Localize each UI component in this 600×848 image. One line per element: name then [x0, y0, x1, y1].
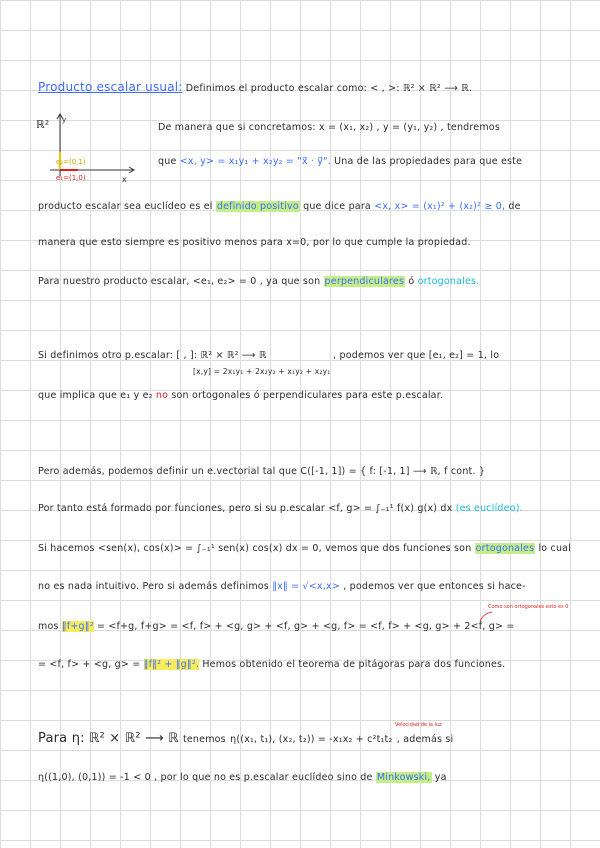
title-definition: Definimos el producto escalar como: < , >: ℝ² × ℝ² ⟶ ℝ. [185, 83, 473, 94]
p1-line2 [158, 156, 522, 167]
p4-l1-tenemos: tenemos [182, 734, 226, 745]
es-euclideo-text: (es euclídeo). [455, 503, 523, 514]
norm-sum-highlight: ‖f+g‖² [61, 621, 94, 632]
p3-l4-text-end: , podemos ver que entonces si hace- [343, 581, 526, 592]
p2-line2 [38, 390, 443, 401]
p4-l2-text: η((1,0), (0,1)) = -1 < 0 , por lo que no es p.escalar euclídeo sino de [38, 772, 373, 783]
dot-product-formula: <x, y> = x₁y₁ + x₂y₂ = "x⃗ · y⃗". [179, 156, 331, 167]
p1-l2-text: que [158, 156, 177, 167]
p4-line2 [38, 772, 447, 783]
p4-l1-text-end: , además si [396, 734, 454, 745]
norm-definition: ‖x‖ = √<x,x> [272, 581, 340, 592]
p2-l2-text: que implica que e₁ y e₂ [38, 390, 153, 401]
p2-l1-text-end: , podemos ver que [e₁, e₂] = 1, lo [333, 350, 500, 361]
p3-l6-text: = <f, f> + <g, g> = [38, 659, 141, 670]
p3-line1: Pero además, podemos definir un e.vectorial tal que C([-1, 1]) = { f: [-1, 1] ⟶ ℝ, f cont. } [38, 466, 486, 477]
p3-l3-text-end: lo cual [538, 543, 572, 554]
graph-x-axis-label: x [122, 175, 127, 184]
p1-line3 [38, 201, 521, 212]
p1-l2-text-end: Una de las propiedades para que este [334, 156, 523, 167]
pythagoras-highlight: ‖f‖² + ‖g‖². [143, 659, 200, 670]
p3-l2-text: Por tanto está formado por funciones, pero si su p.escalar <f, g> = ∫₋₁¹ f(x) g(x) dx [38, 503, 453, 514]
p1-line4: manera que esto siempre es positivo menos para x=0, por lo que cumple la propiedad. [38, 237, 471, 248]
p4-l2-text-end: ya [434, 772, 447, 783]
p2-l1-text: Si definimos otro p.escalar: [ , ]: ℝ² × ℝ² ⟶ ℝ [38, 350, 267, 361]
p3-l5-text: mos [38, 621, 59, 632]
ortogonales-highlight: ortogonales [475, 543, 535, 554]
minkowski-highlight: Minkowski, [376, 772, 431, 783]
section-title: Producto escalar usual: [38, 80, 183, 94]
p1-l3-text-end: de [508, 201, 521, 212]
p3-l6-text-end: Hemos obtenido el teorema de pitágoras para dos funciones. [202, 659, 506, 670]
p4-line1 [38, 731, 453, 746]
positivity-formula: <x, x> = (x₁)² + (x₂)² ≥ 0, [374, 201, 506, 212]
p2-l2-text-end: son ortogonales ó perpendiculares para este p.escalar. [171, 390, 444, 401]
e1-label: e₁=(1,0) [56, 174, 86, 182]
p3-line4 [38, 581, 526, 592]
p3-l4-text: no es nada intuitivo. Pero si además definimos [38, 581, 269, 592]
p1-l3-text: producto escalar sea euclídeo es el [38, 201, 213, 212]
minkowski-form: η((x₁, t₁), (x₂, t₂)) = -x₁x₂ + c²t₁t₂ [230, 734, 393, 745]
light-speed-note: Velocidad de la luz [395, 722, 442, 728]
title-line [38, 80, 472, 94]
p3-l3-text: Si hacemos <sen(x), cos(x)> = ∫₋₁¹ sen(x) cos(x) dx = 0, vemos que dos funciones son [38, 543, 472, 554]
ortogonales-text: ortogonales. [417, 276, 480, 287]
p3-l5-expansion: = <f+g, f+g> = <f, f> + <g, g> + <f, g> + <g, f> = <f, f> + <g, g> + 2<f, g> = [96, 621, 515, 632]
p2-bilinear-form: [x,y] = 2x₁y₁ + 2x₂y₂ + x₁y₂ + x₂y₁ [193, 367, 331, 376]
graph-ylabel: ℝ² [36, 118, 50, 131]
graph-y-axis-label: y [62, 116, 67, 124]
basis-vectors-graph [36, 108, 136, 186]
p1-l5-text: Para nuestro producto escalar, <e₁, e₂> = 0 , ya que son [38, 276, 321, 287]
p1-l3-text-mid: que dice para [303, 201, 371, 212]
p4-l1-text: Para [38, 731, 68, 746]
e2-label: e₂=(0,1) [56, 158, 86, 166]
no-text: no [155, 390, 169, 401]
p3-line5 [38, 621, 515, 632]
p2-line1 [38, 350, 499, 361]
definido-positivo-highlight: definido positivo [216, 201, 299, 212]
p1-l5-or: ó [408, 276, 415, 287]
p3-line3 [38, 543, 571, 554]
minkowski-map: η: ℝ² × ℝ² ⟶ ℝ [71, 731, 179, 746]
p1-line1: De manera que si concretamos: x = (x₁, x₂) , y = (y₁, y₂) , tendremos [158, 122, 500, 133]
perpendiculares-highlight: perpendiculares [324, 276, 405, 287]
orthogonal-note: Como son ortogonales esto es 0 [488, 604, 569, 610]
p3-line6 [38, 659, 505, 670]
p1-line5 [38, 276, 479, 287]
p3-line2 [38, 503, 523, 514]
